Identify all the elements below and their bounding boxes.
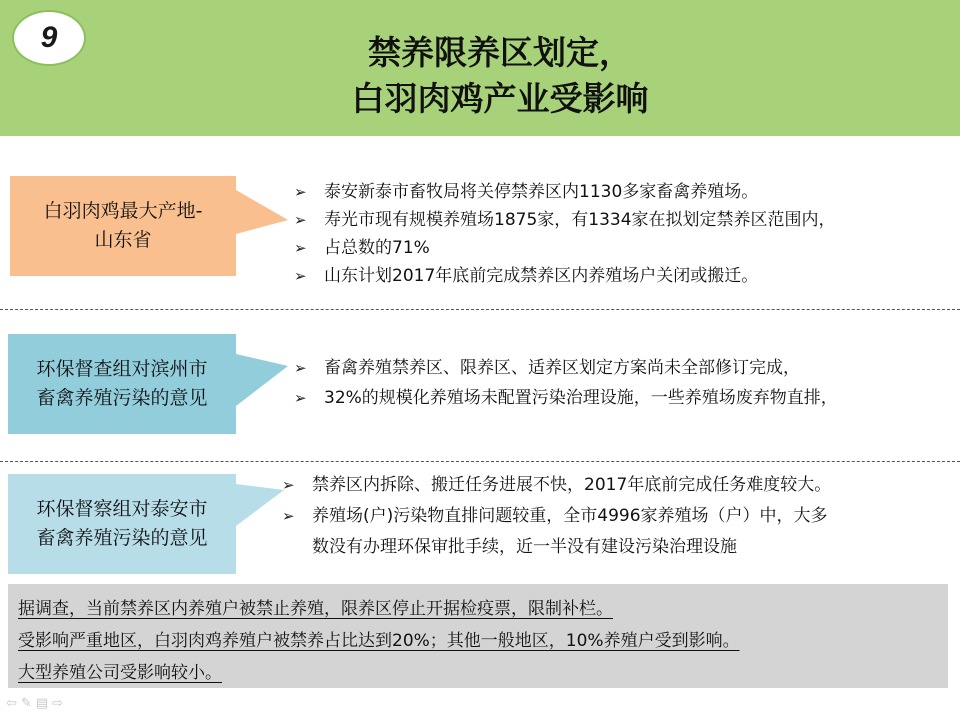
title-line-1: 禁养限养区划定，	[368, 33, 632, 72]
callout-pointer-shandong	[236, 176, 296, 276]
section-label-text: 环保督察组对泰安市 畜禽养殖污染的意见	[36, 498, 208, 549]
summary-box	[8, 584, 948, 688]
bullet-item: ➢ 泰安新泰市畜牧局将关停禁养区内1130多家畜禽养殖场。	[294, 178, 836, 206]
summary-line-1: 据调查，当前禁养区内养殖户被禁止养殖，限养区停止开据检疫票，限制补栏。	[18, 599, 613, 619]
arrow-bullet-icon: ➢	[294, 183, 307, 201]
bullet-item: ➢ 畜禽养殖禁养区、限养区、适养区划定方案尚未全部修订完成，	[294, 353, 838, 383]
bullet-item: ➢ 占总数的71%	[294, 234, 836, 262]
bullet-item: ➢ 山东计划2017年底前完成禁养区内养殖场户关闭或搬迁。	[294, 262, 836, 290]
pen-icon[interactable]: ✎	[20, 696, 32, 711]
bullet-list-shandong	[294, 178, 836, 290]
section-label-text: 白羽肉鸡最大产地- 山东省	[43, 200, 203, 251]
title-banner	[0, 0, 960, 136]
arrow-bullet-icon: ➢	[294, 389, 307, 407]
title-line-2: 白羽肉鸡产业受影响	[351, 79, 649, 118]
callout-pointer-binzhou	[236, 334, 296, 434]
bullet-item: ➢ 寿光市现有规模养殖场1875家，有1334家在拟划定禁养区范围内，	[294, 206, 836, 234]
section-divider	[0, 309, 960, 310]
summary-line-3: 大型养殖公司受影响较小。	[18, 663, 222, 683]
bullet-item: ➢ 禁养区内拆除、搬迁任务进展不快，2017年底前完成任务难度较大。	[282, 470, 831, 501]
arrow-bullet-icon: ➢	[294, 211, 307, 229]
arrow-bullet-icon: ➢	[294, 239, 307, 257]
arrow-bullet-icon: ➢	[282, 476, 295, 494]
arrow-bullet-icon: ➢	[294, 267, 307, 285]
section-label-shandong	[10, 176, 236, 276]
arrow-bullet-icon: ➢	[294, 359, 307, 377]
arrow-bullet-icon: ➢	[282, 507, 295, 525]
slide-title	[200, 30, 800, 122]
section-divider	[0, 461, 960, 462]
slide-number: 9	[12, 10, 86, 66]
bullet-item: ➢ 养殖场(户)污染物直排问题较重，全市4996家养殖场（户）中，大多 数没有办理环保审批手续，近一半没有建设污染治理设施	[282, 501, 831, 563]
bullet-list-taian	[282, 470, 831, 563]
next-slide-icon[interactable]: ⇨	[52, 696, 64, 711]
bullet-list-binzhou	[294, 353, 838, 413]
menu-icon[interactable]: ▤	[35, 696, 49, 711]
section-label-taian	[8, 474, 236, 574]
slideshow-nav[interactable]	[6, 696, 63, 711]
bullet-item: ➢ 32%的规模化养殖场未配置污染治理设施，一些养殖场废弃物直排，	[294, 383, 838, 413]
section-label-binzhou	[8, 334, 236, 434]
summary-line-2: 受影响严重地区，白羽肉鸡养殖户被禁养占比达到20%；其他一般地区，10%养殖户受到影响。	[18, 631, 740, 651]
section-label-text: 环保督查组对滨州市 畜禽养殖污染的意见	[36, 358, 208, 409]
prev-slide-icon[interactable]: ⇦	[6, 696, 17, 711]
bullet-continuation: 数没有办理环保审批手续，近一半没有建设污染治理设施	[312, 537, 737, 557]
